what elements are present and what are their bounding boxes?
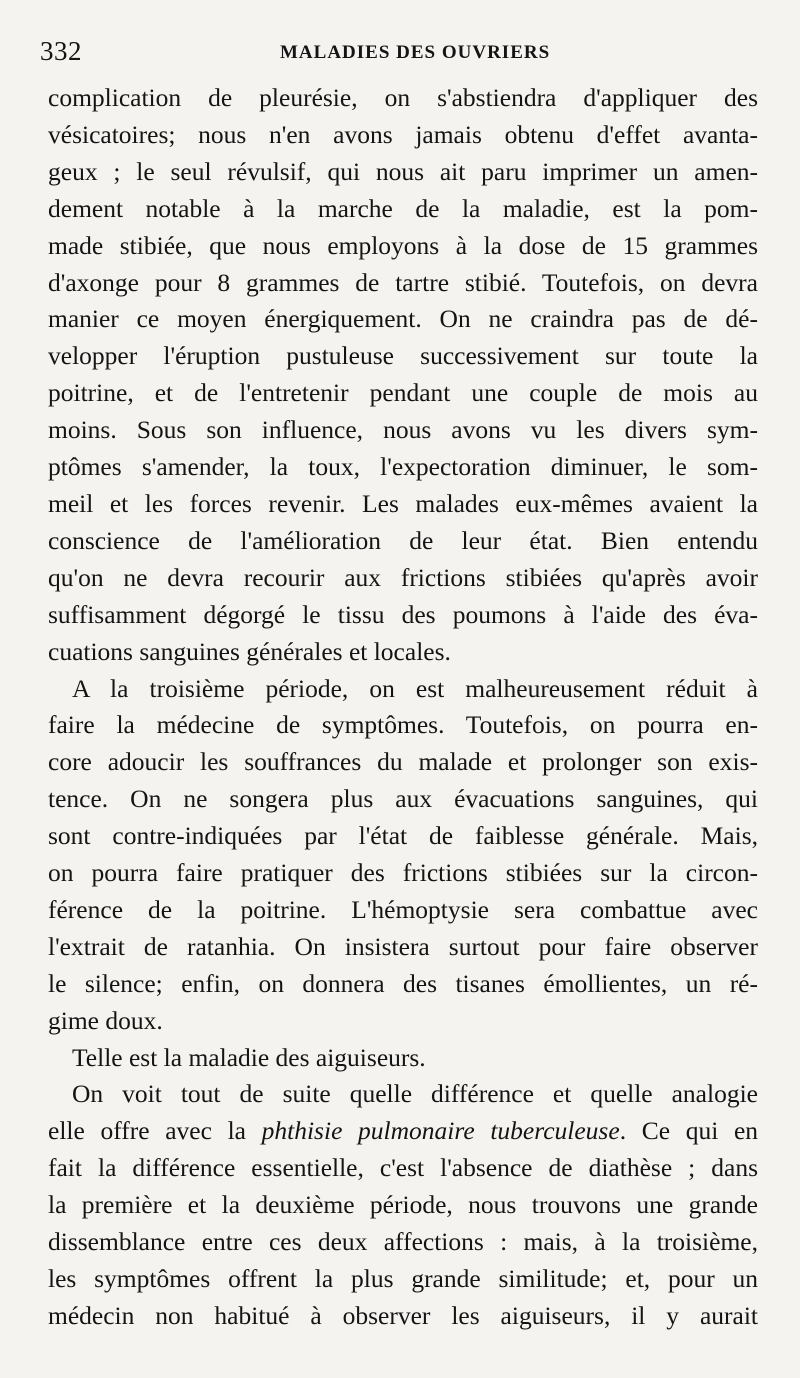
text-line: l'extrait de ratanhia. On insistera surtout pour faire observer: [48, 931, 758, 961]
text-line: elle offre avec la phthisie pulmonaire tuberculeuse. Ce qui en: [48, 1116, 759, 1146]
text-line: On voit tout de suite quelle différence et quelle analogie: [72, 1079, 758, 1109]
text-line: tence. On ne songera plus aux évacuations sanguines, qui: [48, 784, 758, 814]
running-head: MALADIES DES OUVRIERS: [280, 42, 551, 63]
paragraph: [48, 80, 758, 671]
paragraph: [48, 671, 758, 1040]
page-number: 332: [40, 36, 82, 66]
text-line: fait la différence essentielle, c'est l'absence de diathèse ; dans: [48, 1153, 758, 1183]
text-line: velopper l'éruption pustuleuse successivement sur toute la: [48, 341, 758, 371]
text-line: dissemblance entre ces deux affections : mais, à la troisième,: [48, 1227, 758, 1257]
text-line: made stibiée, que nous employons à la dose de 15 grammes: [48, 230, 758, 260]
text-line: geux ; le seul révulsif, qui nous ait paru imprimer un amen-: [48, 156, 758, 186]
text-line: médecin non habitué à observer les aiguiseurs, il y aurait: [48, 1300, 758, 1330]
body-text: [48, 80, 758, 1335]
text-line: faire la médecine de symptômes. Toutefois, on pourra en-: [48, 710, 758, 740]
text-line: A la troisième période, on est malheureusement réduit à: [72, 673, 758, 703]
text-line: la première et la deuxième période, nous trouvons une grande: [48, 1190, 758, 1220]
paragraph: [48, 1040, 758, 1077]
text-line: les symptômes offrent la plus grande similitude; et, pour un: [48, 1264, 758, 1293]
text-line: le silence; enfin, on donnera des tisanes émollientes, un ré-: [48, 968, 758, 998]
text-line: moins. Sous son influence, nous avons vu les divers sym-: [48, 415, 758, 445]
text-line: on pourra faire pratiquer des frictions stibiées sur la circon-: [48, 858, 758, 888]
paragraph: [48, 1076, 758, 1334]
text-line: ptômes s'amender, la toux, l'expectoration diminuer, le som-: [48, 452, 758, 482]
text-line: manier ce moyen énergiquement. On ne craindra pas de dé-: [48, 304, 758, 334]
text-line: vésicatoires; nous n'en avons jamais obtenu d'effet avanta-: [48, 119, 758, 149]
text-line: qu'on ne devra recourir aux frictions stibiées qu'après avoir: [48, 562, 758, 592]
text-line: poitrine, et de l'entretenir pendant une couple de mois au: [48, 378, 758, 408]
text-line: sont contre-indiquées par l'état de faiblesse générale. Mais,: [48, 821, 758, 851]
text-line: complication de pleurésie, on s'abstiendra d'appliquer des: [48, 83, 758, 112]
text-line: meil et les forces revenir. Les malades eux-mêmes avaient la: [48, 488, 758, 518]
text-line: férence de la poitrine. L'hémoptysie sera combattue avec: [48, 894, 758, 924]
text-line: gime doux.: [48, 1005, 163, 1035]
text-line: d'axonge pour 8 grammes de tartre stibié. Toutefois, on devra: [48, 267, 758, 297]
text-line: dement notable à la marche de la maladie, est la pom-: [48, 193, 758, 223]
text-line: suffisamment dégorgé le tissu des poumons à l'aide des éva-: [48, 599, 758, 629]
text-line: Telle est la maladie des aiguiseurs.: [72, 1042, 426, 1072]
text-line: cuations sanguines générales et locales.: [48, 636, 451, 666]
text-line: conscience de l'amélioration de leur état. Bien entendu: [48, 525, 758, 555]
page-header: [40, 36, 760, 76]
text-line: core adoucir les souffrances du malade et prolonger son exis-: [48, 747, 758, 777]
